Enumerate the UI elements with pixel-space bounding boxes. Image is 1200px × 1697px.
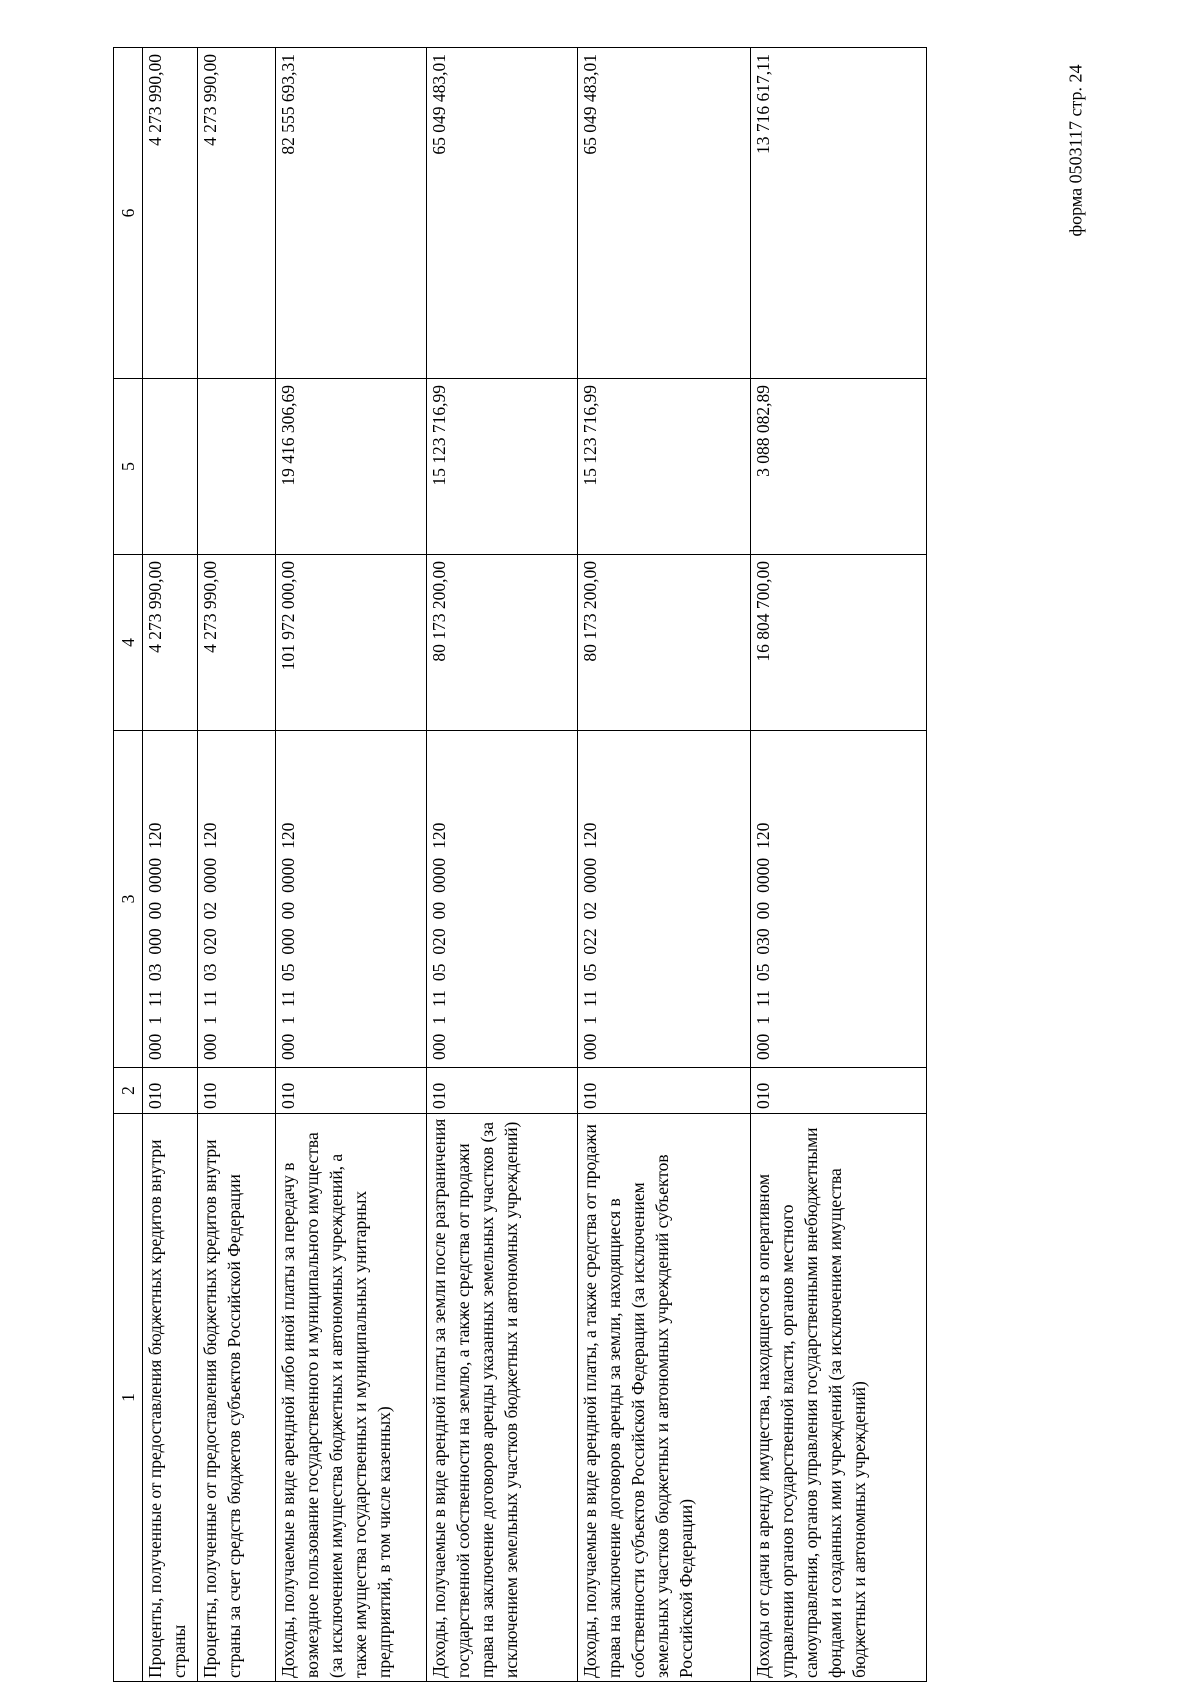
- budget-classification-code-cell: [578, 731, 751, 1068]
- executed-amount-cell: 3 088 082,89: [751, 379, 927, 555]
- table-row: [198, 48, 276, 1682]
- report-table-page: [113, 48, 976, 1682]
- approved-amount-cell: 80 173 200,00: [578, 555, 751, 731]
- table-row: [751, 48, 927, 1682]
- executed-amount-cell: [143, 379, 198, 555]
- column-number: 2: [114, 1068, 143, 1114]
- column-number: 3: [114, 731, 143, 1068]
- unexecuted-amount-cell: 65 049 483,01: [578, 48, 751, 379]
- form-header-label: форма 0503117 стр. 24: [1065, 64, 1086, 237]
- code-part: 00: [429, 901, 449, 920]
- code-part: 000: [278, 928, 298, 955]
- code-part: 05: [429, 963, 449, 982]
- code-part: 1: [278, 1016, 298, 1025]
- code-parts: [198, 734, 222, 1064]
- code-part: 11: [200, 990, 220, 1007]
- column-number: 6: [114, 48, 143, 379]
- approved-amount-cell: 16 804 700,00: [751, 555, 927, 731]
- line-code-cell: 010: [751, 1068, 927, 1114]
- line-code-cell: 010: [578, 1068, 751, 1114]
- code-part: 05: [753, 963, 773, 982]
- code-part: 11: [278, 990, 298, 1007]
- code-part: 11: [145, 990, 165, 1007]
- code-part: 020: [429, 928, 449, 955]
- unexecuted-amount-cell: 13 716 617,11: [751, 48, 927, 379]
- line-code-cell: 010: [198, 1068, 276, 1114]
- income-name-cell: Доходы, получаемые в виде арендной платы за земли после разграничения государственной собственности на землю, а также средства от продажи права на заключение договоров аренды указанных земельных участков (за исключением земельных участков бюджетных и автономных учреждений): [427, 1114, 578, 1682]
- code-part: 02: [200, 901, 220, 920]
- code-part: 030: [753, 928, 773, 955]
- income-table: [113, 47, 927, 1682]
- code-part: 1: [200, 1016, 220, 1025]
- budget-classification-code-cell: [276, 731, 427, 1068]
- unexecuted-amount-cell: 4 273 990,00: [198, 48, 276, 379]
- column-number-row: [114, 48, 143, 1682]
- unexecuted-amount-cell: 4 273 990,00: [143, 48, 198, 379]
- executed-amount-cell: [198, 379, 276, 555]
- executed-amount-cell: 15 123 716,99: [578, 379, 751, 555]
- approved-amount-cell: 4 273 990,00: [143, 555, 198, 731]
- code-part: 11: [753, 990, 773, 1007]
- code-part: 0000: [580, 857, 600, 893]
- code-part: 000: [429, 1033, 449, 1060]
- income-name-cell: Проценты, полученные от предоставления бюджетных кредитов внутри страны за счет средств бюджетов субъектов Российской Федерации: [198, 1114, 276, 1682]
- table-row: [427, 48, 578, 1682]
- line-code-cell: 010: [143, 1068, 198, 1114]
- income-name-cell: Доходы, получаемые в виде арендной платы, а также средства от продажи права на заключение договоров аренды за земли, находящиеся в собственности субъектов Российской Федерации (за исключением земельных участков бюджетных и автономных учреждений субъектов Российской Федерации): [578, 1114, 751, 1682]
- code-parts: [427, 734, 451, 1064]
- code-part: 00: [753, 901, 773, 920]
- code-part: 05: [278, 963, 298, 982]
- unexecuted-amount-cell: 65 049 483,01: [427, 48, 578, 379]
- code-part: 020: [200, 928, 220, 955]
- income-name-cell: Доходы, получаемые в виде арендной либо иной платы за передачу в возмездное пользование государственного и муниципального имущества (за исключением имущества бюджетных и автономных учреждений, а также имущества государственных и муниципальных унитарных предприятий, в том числе казенных): [276, 1114, 427, 1682]
- code-part: 02: [580, 901, 600, 920]
- code-part: 0000: [753, 857, 773, 893]
- table-row: [143, 48, 198, 1682]
- code-part: 000: [200, 1033, 220, 1060]
- line-code-cell: 010: [427, 1068, 578, 1114]
- code-part: 120: [278, 822, 298, 849]
- code-parts: [276, 734, 300, 1064]
- executed-amount-cell: 19 416 306,69: [276, 379, 427, 555]
- code-part: 120: [753, 822, 773, 849]
- code-part: 03: [145, 963, 165, 982]
- column-number: 1: [114, 1114, 143, 1682]
- executed-amount-cell: 15 123 716,99: [427, 379, 578, 555]
- code-part: 000: [145, 928, 165, 955]
- income-name-cell: Доходы от сдачи в аренду имущества, находящегося в оперативном управлении органов государственной власти, органов местного самоуправления, органов управления государственными внебюджетными фондами и созданных ими учреждений (за исключением имущества бюджетных и автономных учреждений): [751, 1114, 927, 1682]
- code-part: 11: [580, 990, 600, 1007]
- table-row: [276, 48, 427, 1682]
- code-part: 120: [145, 822, 165, 849]
- code-parts: [751, 734, 775, 1064]
- code-part: 0000: [429, 857, 449, 893]
- approved-amount-cell: 80 173 200,00: [427, 555, 578, 731]
- code-part: 0000: [278, 857, 298, 893]
- code-part: 022: [580, 928, 600, 955]
- budget-classification-code-cell: [198, 731, 276, 1068]
- code-part: 1: [580, 1016, 600, 1025]
- code-part: 03: [200, 963, 220, 982]
- code-part: 0000: [145, 857, 165, 893]
- code-part: 000: [753, 1033, 773, 1060]
- code-part: 00: [145, 901, 165, 920]
- line-code-cell: 010: [276, 1068, 427, 1114]
- code-part: 05: [580, 963, 600, 982]
- approved-amount-cell: 4 273 990,00: [198, 555, 276, 731]
- code-part: 120: [200, 822, 220, 849]
- budget-classification-code-cell: [143, 731, 198, 1068]
- code-part: 1: [429, 1016, 449, 1025]
- table-row: [578, 48, 751, 1682]
- code-part: 1: [145, 1016, 165, 1025]
- code-part: 11: [429, 990, 449, 1007]
- column-number: 5: [114, 379, 143, 555]
- unexecuted-amount-cell: 82 555 693,31: [276, 48, 427, 379]
- income-name-cell: Проценты, полученные от предоставления бюджетных кредитов внутри страны: [143, 1114, 198, 1682]
- code-part: 120: [580, 822, 600, 849]
- approved-amount-cell: 101 972 000,00: [276, 555, 427, 731]
- budget-classification-code-cell: [751, 731, 927, 1068]
- code-part: 1: [753, 1016, 773, 1025]
- code-part: 120: [429, 822, 449, 849]
- code-part: 000: [145, 1033, 165, 1060]
- code-part: 000: [278, 1033, 298, 1060]
- column-number: 4: [114, 555, 143, 731]
- code-part: 0000: [200, 857, 220, 893]
- code-parts: [578, 734, 602, 1064]
- code-parts: [143, 734, 167, 1064]
- budget-classification-code-cell: [427, 731, 578, 1068]
- code-part: 00: [278, 901, 298, 920]
- code-part: 000: [580, 1033, 600, 1060]
